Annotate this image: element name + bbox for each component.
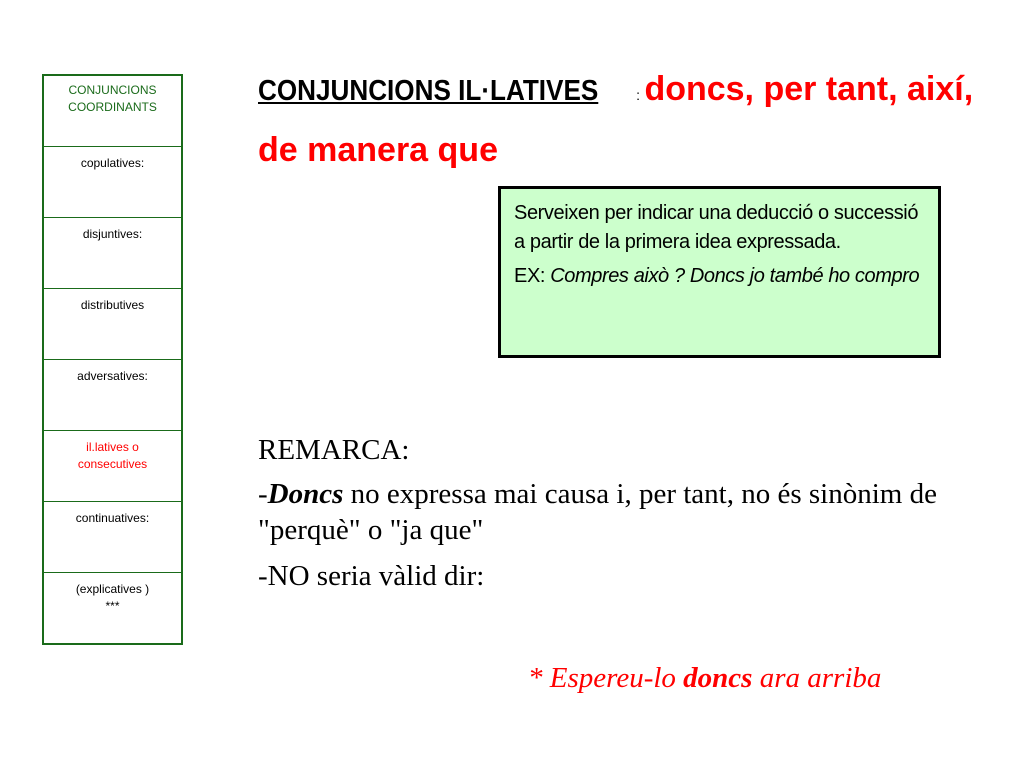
nav-item-explicatives[interactable]	[44, 572, 181, 643]
remark-1-dash: -	[258, 478, 268, 510]
nav-item-label: distributives	[80, 298, 145, 312]
title-colon: :	[636, 87, 640, 103]
invalid-example-pre: * Espereu-lo	[528, 662, 684, 694]
remarks-section	[258, 432, 958, 694]
nav-item-label-line2: ***	[105, 599, 120, 613]
nav-item-continuatives[interactable]	[44, 501, 181, 572]
slide-title	[258, 62, 978, 184]
nav-item-label: continuatives:	[75, 511, 150, 525]
example-prefix: EX:	[514, 265, 551, 287]
nav-item-adversatives[interactable]	[44, 359, 181, 430]
nav-item-distributives[interactable]	[44, 288, 181, 359]
title-lead: CONJUNCIONS IL·LATIVES	[258, 75, 599, 107]
nav-item-disjuntives[interactable]	[44, 217, 181, 288]
example-line	[514, 262, 926, 291]
definition-text: Serveixen per indicar una deducció o successió a partir de la primera idea expressada.	[514, 202, 919, 253]
remark-1-text: no expressa mai causa i, per tant, no és sinònim de "perquè" o "ja que"	[258, 478, 937, 546]
nav-header	[44, 76, 181, 146]
conjunctions-nav-table	[42, 74, 183, 645]
nav-item-label: copulatives:	[80, 156, 145, 170]
nav-header-line1: CONJUNCIONS	[68, 83, 157, 97]
invalid-example-keyword: doncs	[683, 662, 753, 694]
remark-1-keyword: Doncs	[267, 478, 344, 510]
invalid-example-post: ara arriba	[752, 662, 882, 694]
nav-item-label: adversatives:	[77, 369, 148, 383]
nav-item-label-line1: (explicatives )	[75, 582, 150, 596]
example-text: Compres això ? Doncs jo també ho compro	[550, 265, 920, 287]
nav-item-copulatives[interactable]	[44, 146, 181, 217]
nav-item-illatives[interactable]	[44, 430, 181, 501]
remark-1	[258, 476, 958, 548]
nav-header-line2: COORDINANTS	[68, 100, 157, 114]
remarks-heading: REMARCA:	[258, 434, 410, 466]
title-conjunctions: doncs, per tant, així, de manera que	[258, 70, 974, 169]
nav-item-label-line2: consecutives	[77, 457, 148, 471]
invalid-example	[528, 660, 881, 696]
nav-item-label: disjuntives:	[82, 227, 143, 241]
nav-item-label-line1: il.latives o	[86, 440, 139, 454]
remark-2: -NO seria vàlid dir:	[258, 560, 485, 592]
definition-box	[498, 186, 941, 358]
